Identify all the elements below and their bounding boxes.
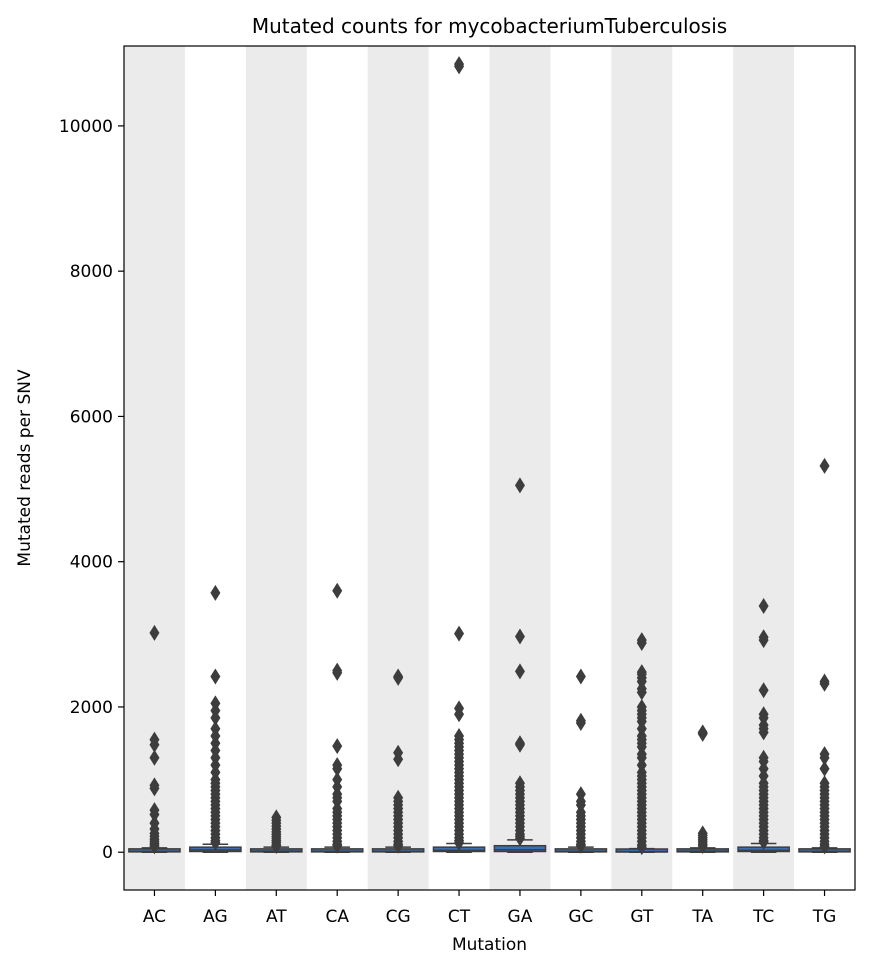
- x-tick-label: AT: [265, 907, 287, 927]
- x-axis: [143, 890, 836, 927]
- y-axis: [59, 117, 124, 863]
- box-body: [494, 846, 545, 852]
- box-gc: [555, 668, 606, 853]
- x-tick-label: CG: [385, 907, 411, 927]
- x-tick-label: GC: [568, 907, 594, 927]
- x-tick-label: TA: [692, 907, 714, 927]
- x-tick-label: AG: [203, 907, 228, 927]
- outlier-point: [576, 668, 586, 684]
- box-ag: [190, 585, 241, 852]
- outlier-point: [332, 665, 342, 681]
- box-ta: [677, 724, 728, 854]
- x-axis-label: Mutation: [451, 935, 528, 955]
- outlier-point: [332, 738, 342, 754]
- outlier-point: [820, 676, 830, 692]
- outlier-point: [332, 583, 342, 599]
- chart-title: Mutated counts for mycobacteriumTuberculosis: [251, 14, 728, 38]
- shade-band-ga: [490, 46, 551, 890]
- x-tick-label: CA: [325, 907, 349, 927]
- outlier-point: [454, 626, 464, 642]
- shade-band-at: [246, 46, 307, 890]
- x-tick-label: GT: [630, 907, 654, 927]
- y-tick-label: 0: [102, 843, 113, 864]
- x-tick-label: CT: [447, 907, 471, 927]
- box-tg: [799, 458, 850, 855]
- outlier-point: [210, 668, 220, 684]
- y-tick-label: 8000: [69, 262, 113, 283]
- outlier-point: [576, 715, 586, 731]
- x-tick-label: AC: [142, 907, 167, 927]
- y-tick-label: 2000: [69, 697, 113, 718]
- y-axis-label: Mutated reads per SNV: [15, 369, 35, 567]
- y-tick-label: 4000: [69, 552, 113, 573]
- x-tick-label: GA: [507, 907, 533, 927]
- outlier-point: [698, 726, 708, 742]
- y-tick-label: 10000: [58, 116, 113, 137]
- box-ct: [433, 56, 484, 852]
- x-tick-label: TC: [752, 907, 775, 927]
- outlier-point: [820, 761, 830, 777]
- y-tick-label: 6000: [69, 407, 113, 428]
- outlier-point: [210, 585, 220, 601]
- box-ca: [312, 583, 363, 854]
- outlier-point: [454, 58, 464, 74]
- outlier-point: [820, 458, 830, 474]
- x-tick-label: TG: [812, 907, 837, 927]
